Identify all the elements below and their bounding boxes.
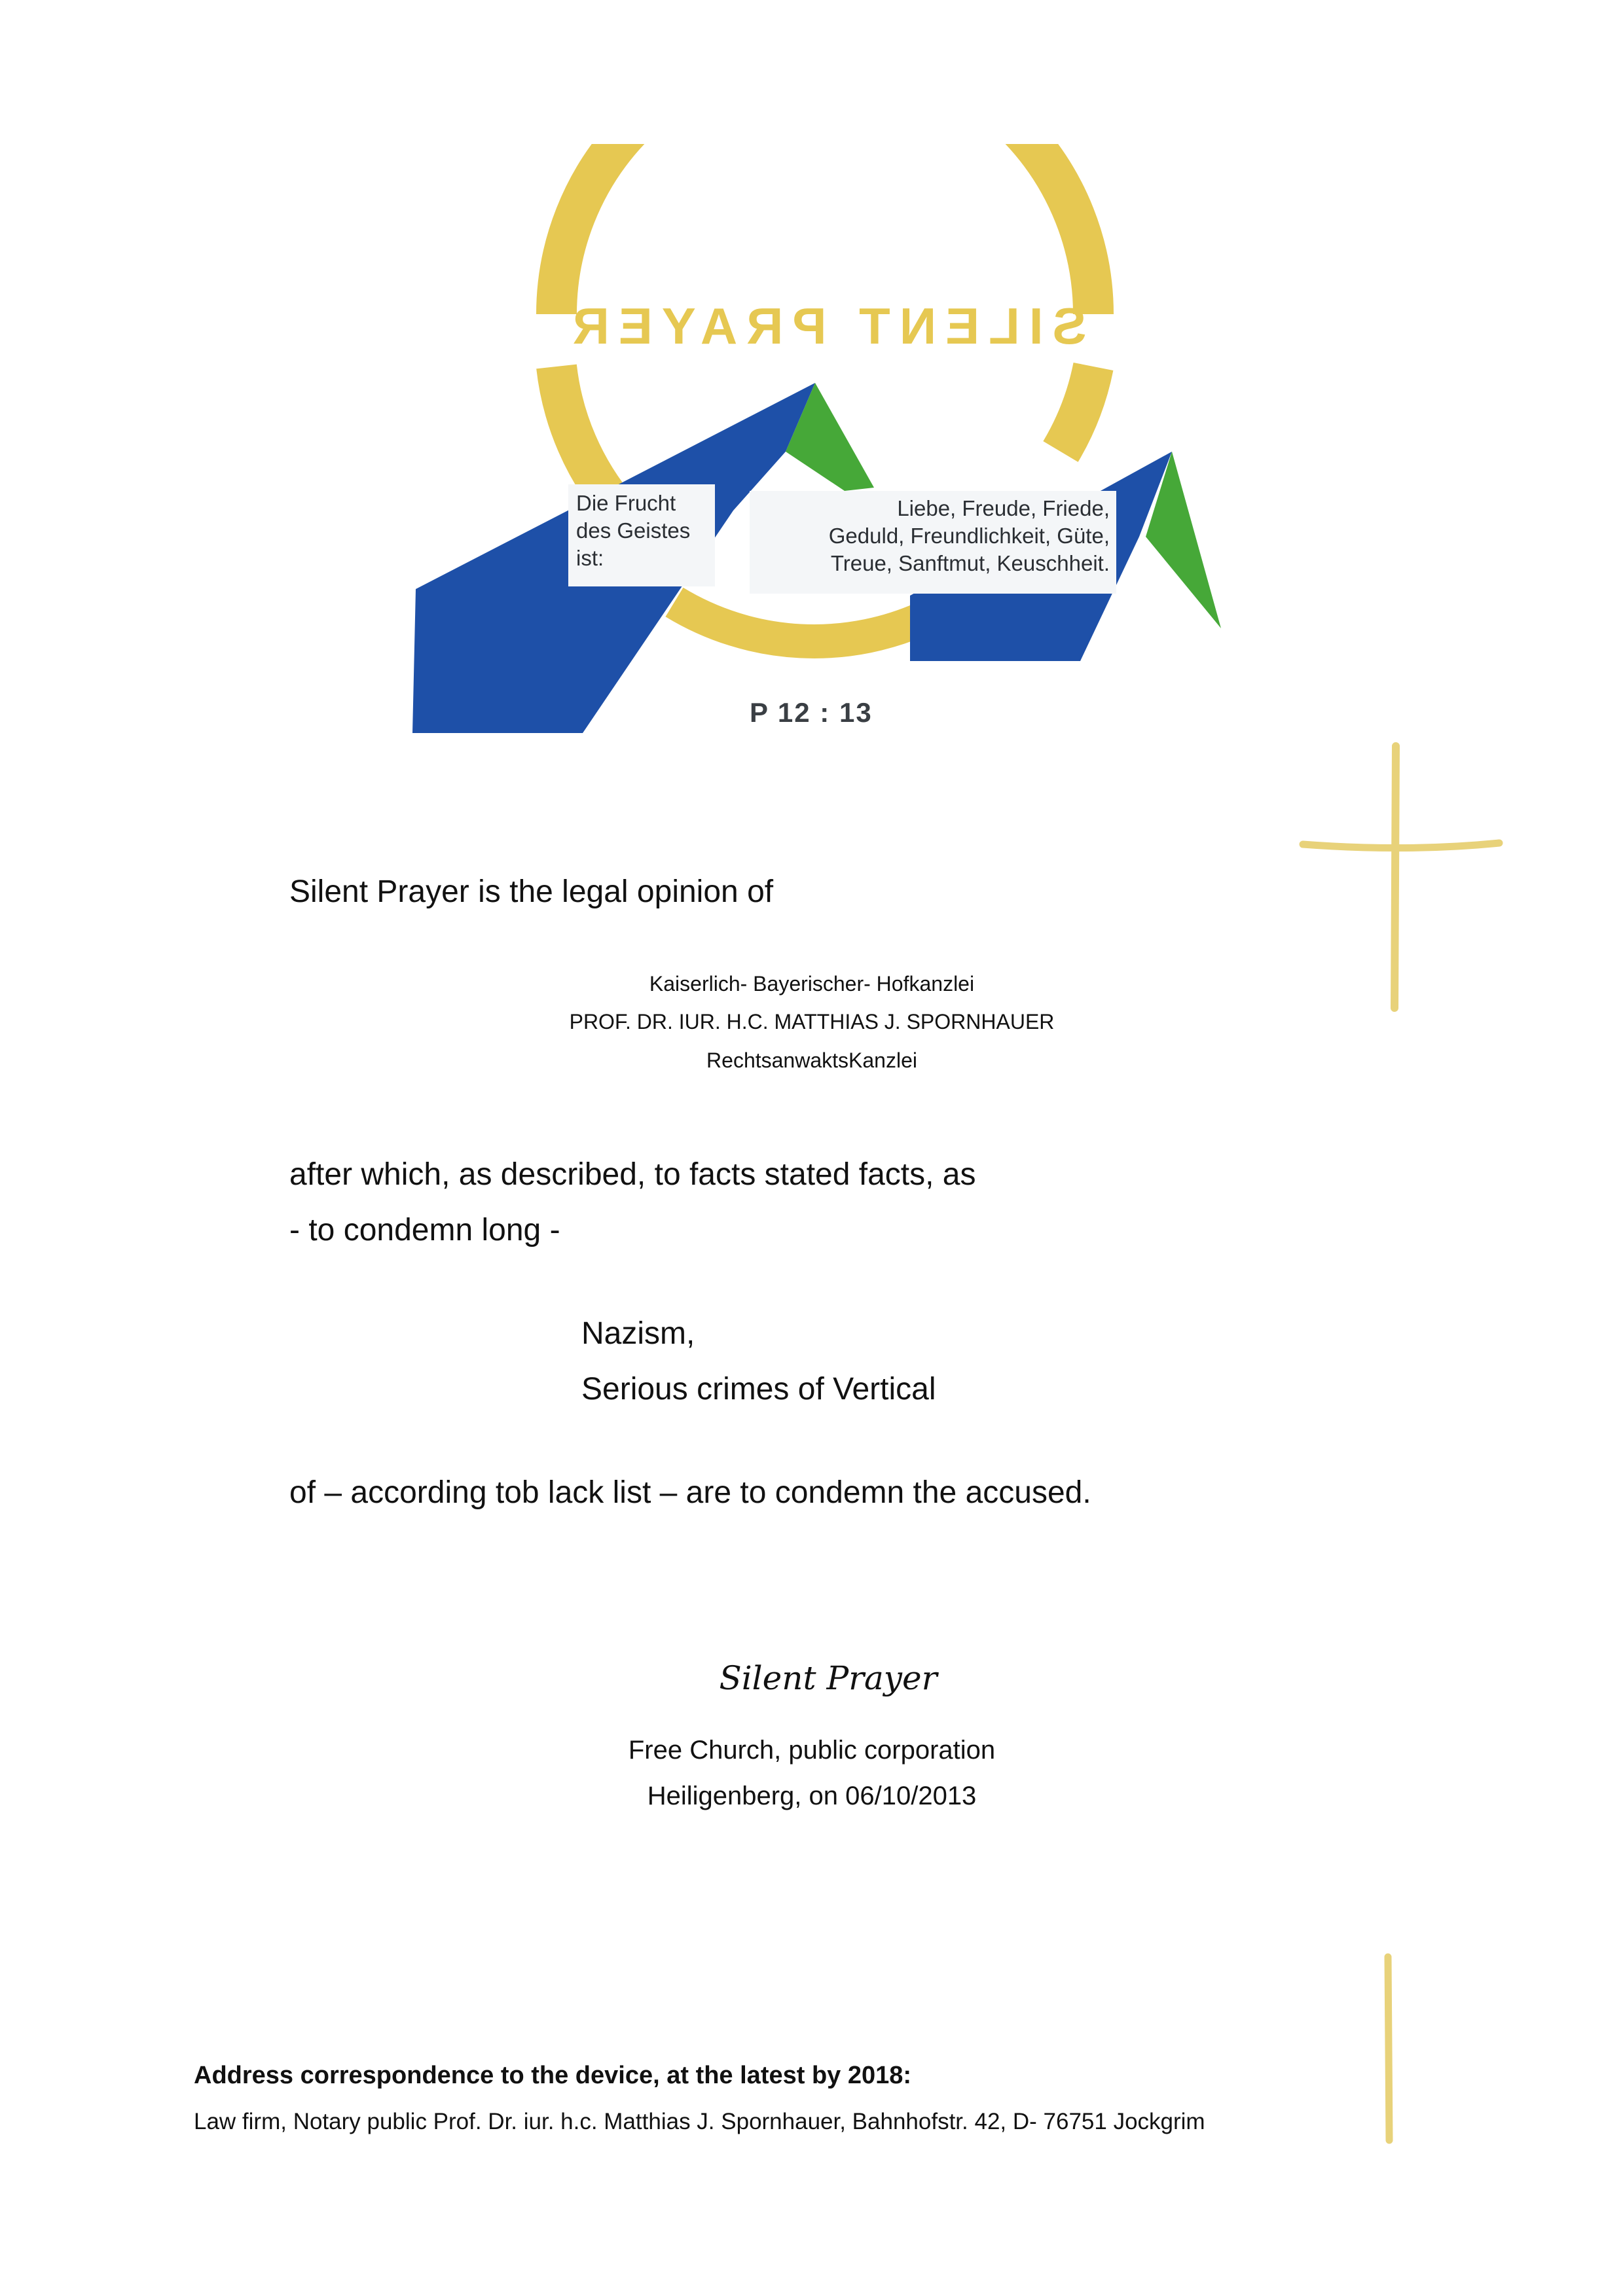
signature-org: Free Church, public corporation: [628, 1736, 996, 1765]
footer-heading: Address correspondence to the device, at the latest by 2018:: [194, 2062, 912, 2089]
after-text: after which, as described, to facts stated facts, as: [289, 1157, 976, 1192]
logo-box-right-line: Liebe, Freude, Friede,: [897, 496, 1110, 520]
cross-icon: [1290, 740, 1512, 1014]
intro-text: Silent Prayer is the legal opinion of: [289, 874, 774, 909]
office-line-2: PROF. DR. IUR. H.C. MATTHIAS J. SPORNHAUER: [569, 1010, 1055, 1033]
list-item: Nazism,: [581, 1316, 695, 1351]
logo-ring-top: [556, 144, 1093, 314]
logo-box-right-line: Geduld, Freundlichkeit, Güte,: [828, 524, 1110, 548]
silent-prayer-logo: [393, 144, 1257, 772]
office-line-3: RechtsanwaktsKanzlei: [706, 1049, 917, 1072]
logo-ring-bottom: [674, 602, 930, 641]
logo-box-left-line: ist:: [576, 546, 604, 570]
logo-text-box-right: [750, 491, 1116, 594]
logo-box-left-line: Die Frucht: [576, 491, 676, 515]
list-item: Serious crimes of Vertical: [581, 1372, 936, 1407]
logo-graphic: [393, 144, 1257, 772]
logo-text-box-left: [568, 484, 715, 586]
cross-fragment-icon: [1375, 1950, 1401, 2147]
conclusion-text: of – according tob lack list – are to condemn the accused.: [289, 1475, 1091, 1510]
footer-address: Law firm, Notary public Prof. Dr. iur. h.c. Matthias J. Spornhauer, Bahnhofstr. 42, D- 76751 Jockgrim: [194, 2109, 1205, 2134]
signature-name: Silent Prayer: [719, 1659, 938, 1697]
condemn-text: - to condemn long -: [289, 1213, 560, 1247]
logo-ring-right: [1061, 367, 1093, 452]
office-line-1: Kaiserlich- Bayerischer- Hofkanzlei: [649, 972, 975, 996]
logo-reference: P 12 : 13: [750, 697, 873, 728]
logo-arc-text: SILENT PRAYER: [563, 297, 1087, 355]
logo-box-left-line: des Geistes: [576, 518, 691, 543]
signature-place-date: Heiligenberg, on 06/10/2013: [647, 1782, 977, 1810]
logo-box-right-line: Treue, Sanftmut, Keuschheit.: [830, 551, 1110, 575]
